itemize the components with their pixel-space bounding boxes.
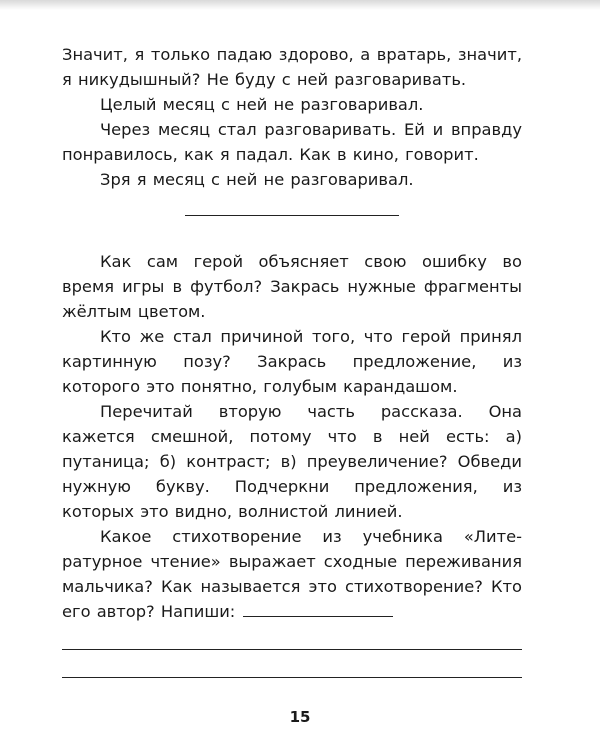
answer-inline-line[interactable] <box>243 615 393 617</box>
task-1: Как сам герой объясняет свою ошибку во время игры в футбол? Закрась нужные фрагменты жёлтым цветом. <box>62 252 522 321</box>
answer-line-2[interactable] <box>62 677 522 678</box>
task-4-text: Какое стихотворение из учебника «Литературное чтение» выражает сходные переживания мальчика? Как называется это стихотворение? Кто его автор? Напиши: <box>62 527 522 621</box>
task-2: Кто же стал причиной того, что герой принял картинную позу? Закрась предложение, из которого это понятно, голубым карандашом. <box>62 327 522 396</box>
story-paragraph-1: Значит, я только падаю здорово, а вратарь, значит, я никудышный? Не буду с ней разговаривать. <box>62 45 522 89</box>
story-paragraph-2: Целый месяц с ней не разговаривал. <box>100 95 424 114</box>
story-paragraph-4: Зря я месяц с ней не разговаривал. <box>100 170 414 189</box>
task-3: Перечитай вторую часть рассказа. Она кажется смешной, потому что в ней есть: а) путаница; б) контраст; в) преувеличение? Обведи нужную букву. Подчеркни предложения, из которых это видно, волнистой линией. <box>62 402 522 521</box>
task-4 <box>62 524 522 624</box>
workbook-page <box>62 42 522 678</box>
story-paragraph-3: Через месяц стал разговаривать. Ей и вправду понравилось, как я падал. Как в кино, говорит. <box>62 120 522 164</box>
page-top-edge <box>0 0 600 10</box>
page-number: 15 <box>289 708 311 726</box>
answer-line-1[interactable] <box>62 649 522 650</box>
section-divider <box>185 215 399 216</box>
